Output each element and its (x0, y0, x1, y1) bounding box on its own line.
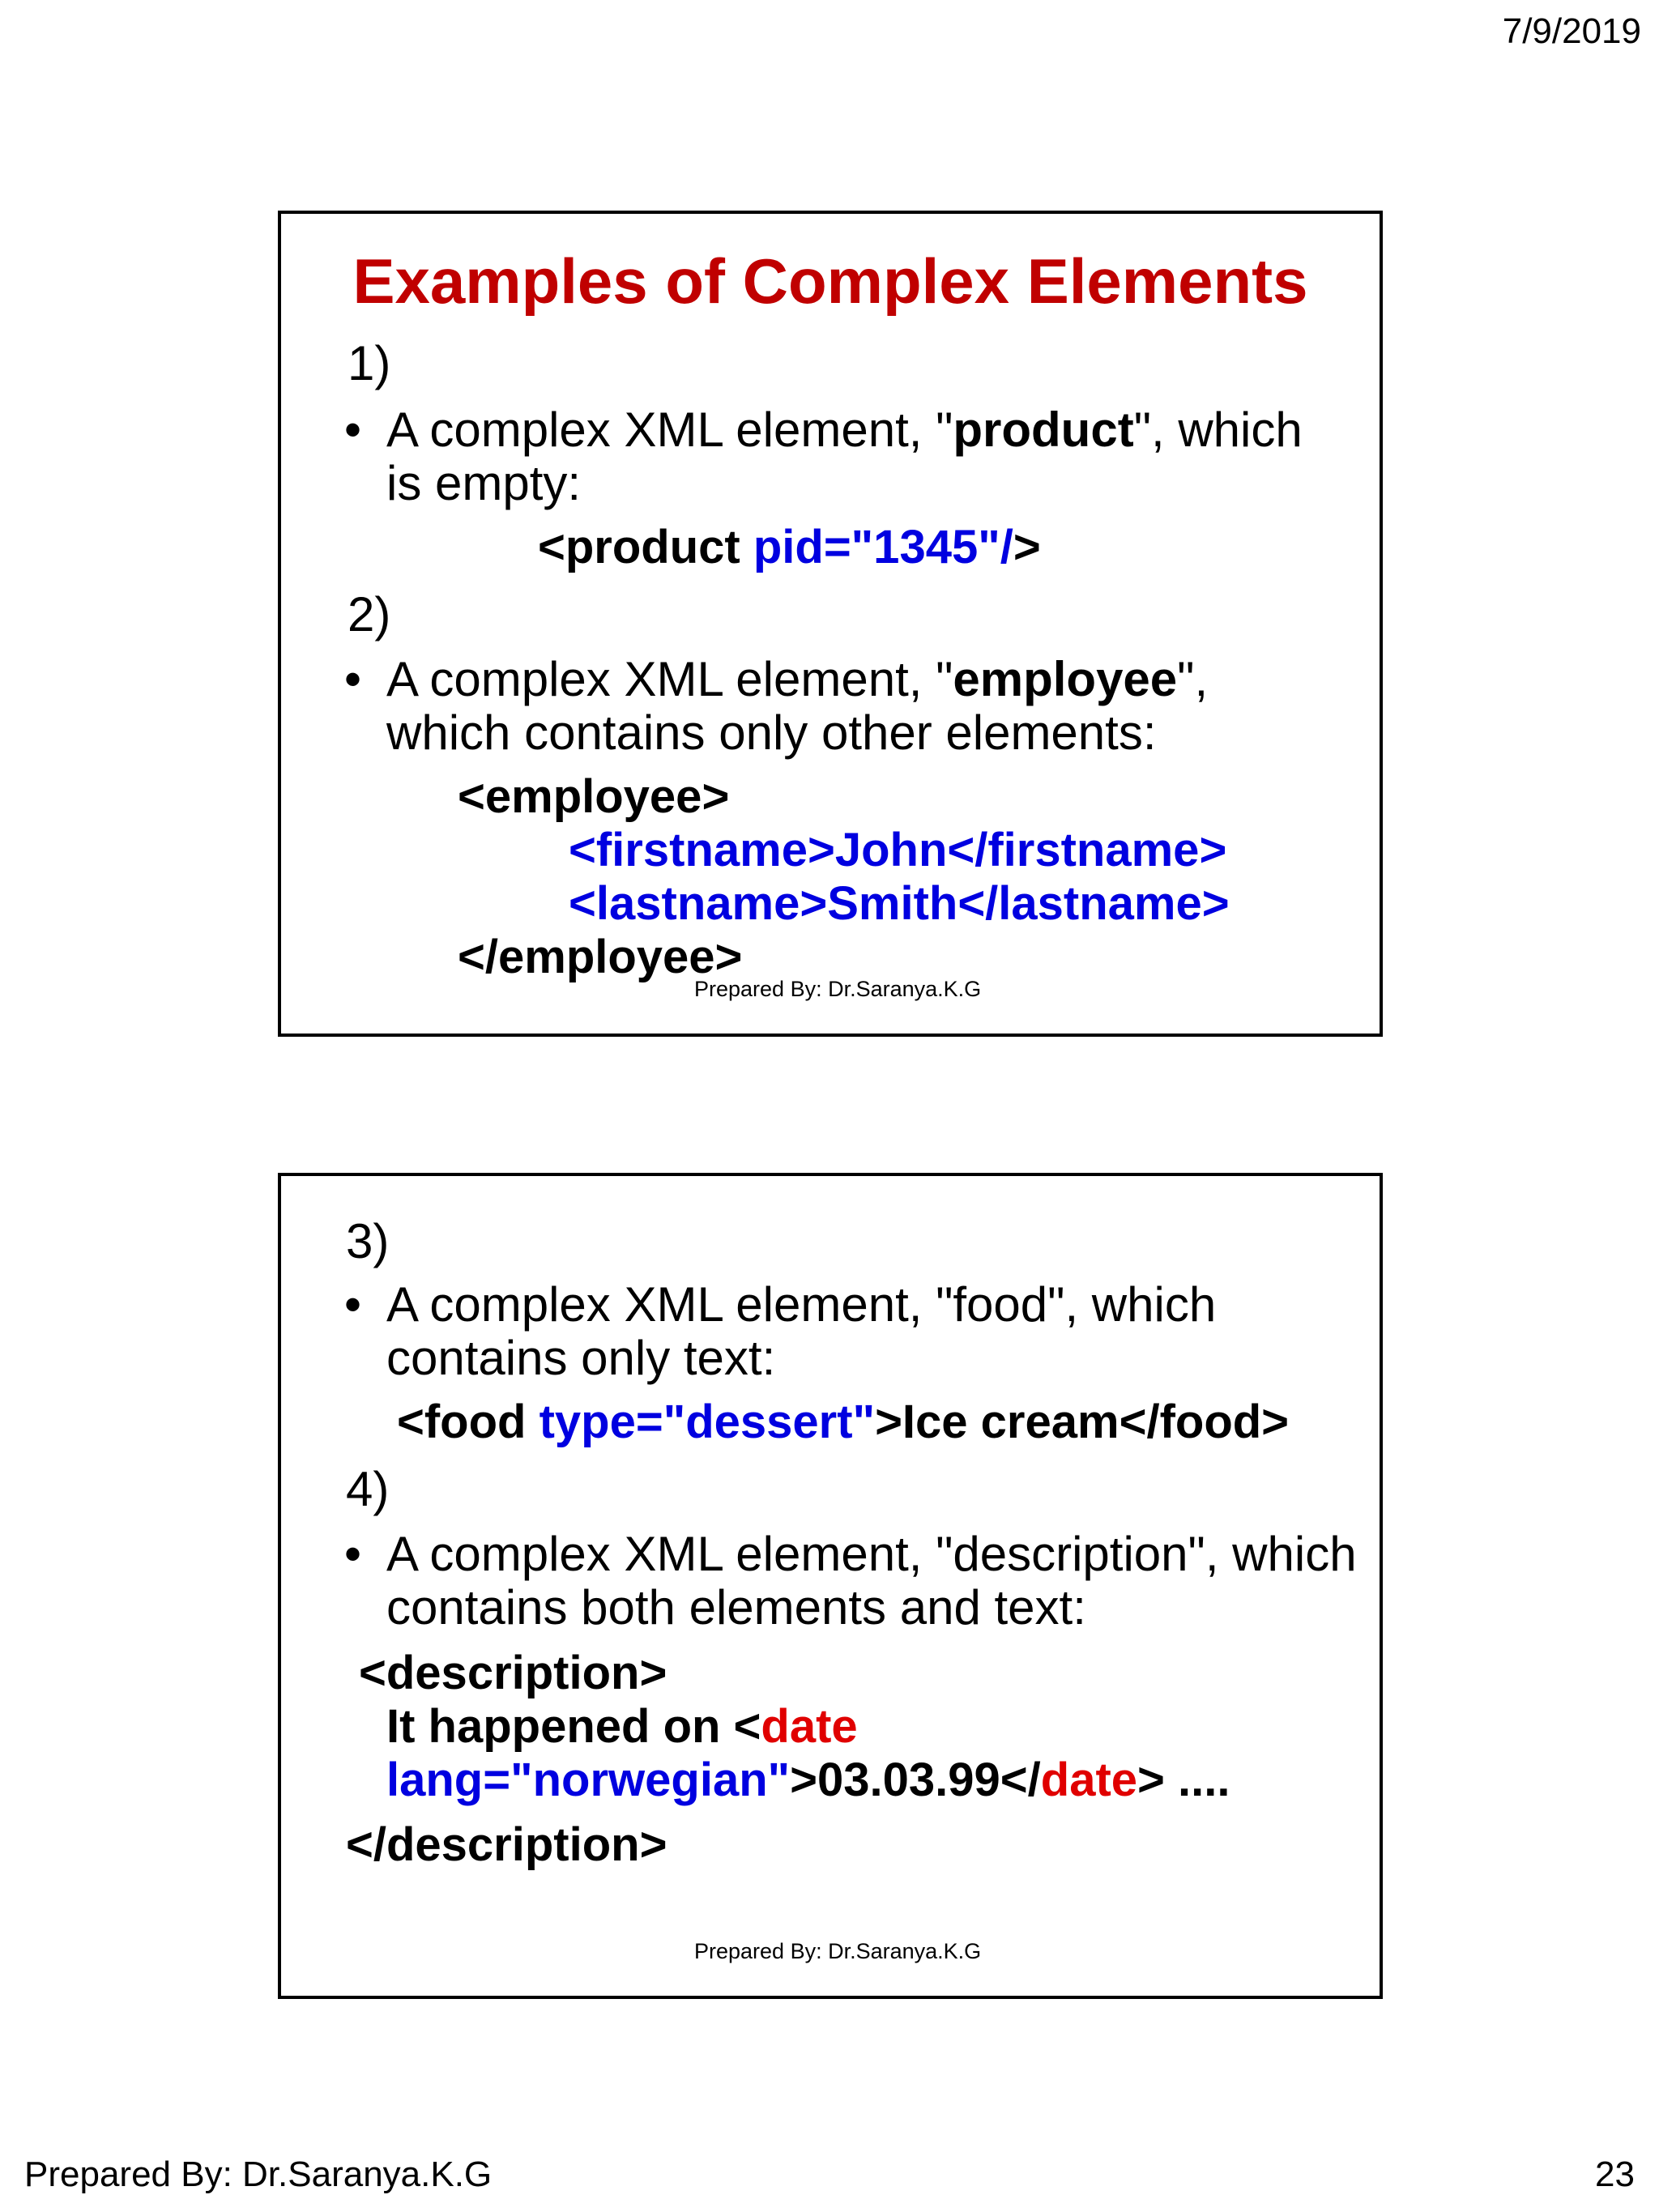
code-firstname: <firstname>John</firstname> (569, 824, 1227, 876)
item-number-2: 2) (348, 587, 391, 641)
bullet-1: • (344, 403, 362, 457)
slide-2 (278, 1173, 1383, 1999)
code-food-end: >Ice cream</food> (875, 1396, 1290, 1448)
code-product-attr: pid="1345"/ (753, 521, 1013, 573)
page-date: 7/9/2019 (1502, 11, 1641, 51)
code-description-open: <description> (359, 1647, 667, 1699)
item2-line2: which contains only other elements: (386, 705, 1157, 760)
slide-footer: Prepared By: Dr.Saranya.K.G (694, 977, 982, 1001)
slide-footer: Prepared By: Dr.Saranya.K.G (694, 1939, 982, 1963)
item2-line1 (386, 651, 1208, 707)
slide-title: Examples of Complex Elements (352, 245, 1308, 317)
code-date-close: date (1040, 1754, 1138, 1806)
item1-line1 (386, 402, 1303, 458)
item4-line1: A complex XML element, "description", which (386, 1527, 1357, 1581)
code-description-line2 (386, 1699, 858, 1754)
code-description-line3 (386, 1753, 1230, 1807)
item2-text-a: A complex XML element, " (386, 652, 953, 706)
item2-text-b: ", (1177, 652, 1209, 706)
code-lang-attr: lang="norwegian" (386, 1754, 791, 1806)
code-product (538, 520, 1041, 574)
code-date-open: date (761, 1700, 858, 1753)
code-ellipsis: > .... (1137, 1754, 1230, 1806)
code-description-close: </description> (346, 1818, 667, 1871)
item-number-3: 3) (346, 1214, 390, 1268)
code-date-value: >03.03.99</ (790, 1754, 1041, 1806)
code-employee-open: <employee> (458, 770, 730, 823)
code-employee-close: </employee> (458, 931, 743, 983)
bullet-3: • (344, 1277, 362, 1332)
code-product-tag: <product (538, 521, 753, 573)
item1-text-a: A complex XML element, " (386, 403, 953, 457)
code-lastname: <lastname>Smith</lastname> (569, 877, 1230, 930)
bullet-4: • (344, 1527, 362, 1581)
item1-bold-product: product (953, 403, 1134, 457)
code-food (397, 1395, 1289, 1449)
item4-line2: contains both elements and text: (386, 1580, 1086, 1634)
code-product-end: > (1013, 521, 1041, 573)
item1-line2: is empty: (386, 456, 582, 510)
item1-text-b: ", which (1133, 403, 1303, 457)
item-number-1: 1) (348, 336, 391, 390)
item-number-4: 4) (346, 1462, 390, 1516)
page-footer: Prepared By: Dr.Saranya.K.G (24, 2154, 493, 2194)
page-number: 23 (1595, 2154, 1635, 2194)
slide-1 (278, 211, 1383, 1037)
code-food-attr: type="dessert" (539, 1396, 876, 1448)
code-food-tag: <food (397, 1396, 539, 1448)
code-desc-text: It happened on < (386, 1700, 761, 1753)
item3-line2: contains only text: (386, 1331, 776, 1385)
item3-line1: A complex XML element, "food", which (386, 1277, 1217, 1332)
bullet-2: • (344, 652, 362, 706)
item2-bold-employee: employee (953, 652, 1178, 706)
